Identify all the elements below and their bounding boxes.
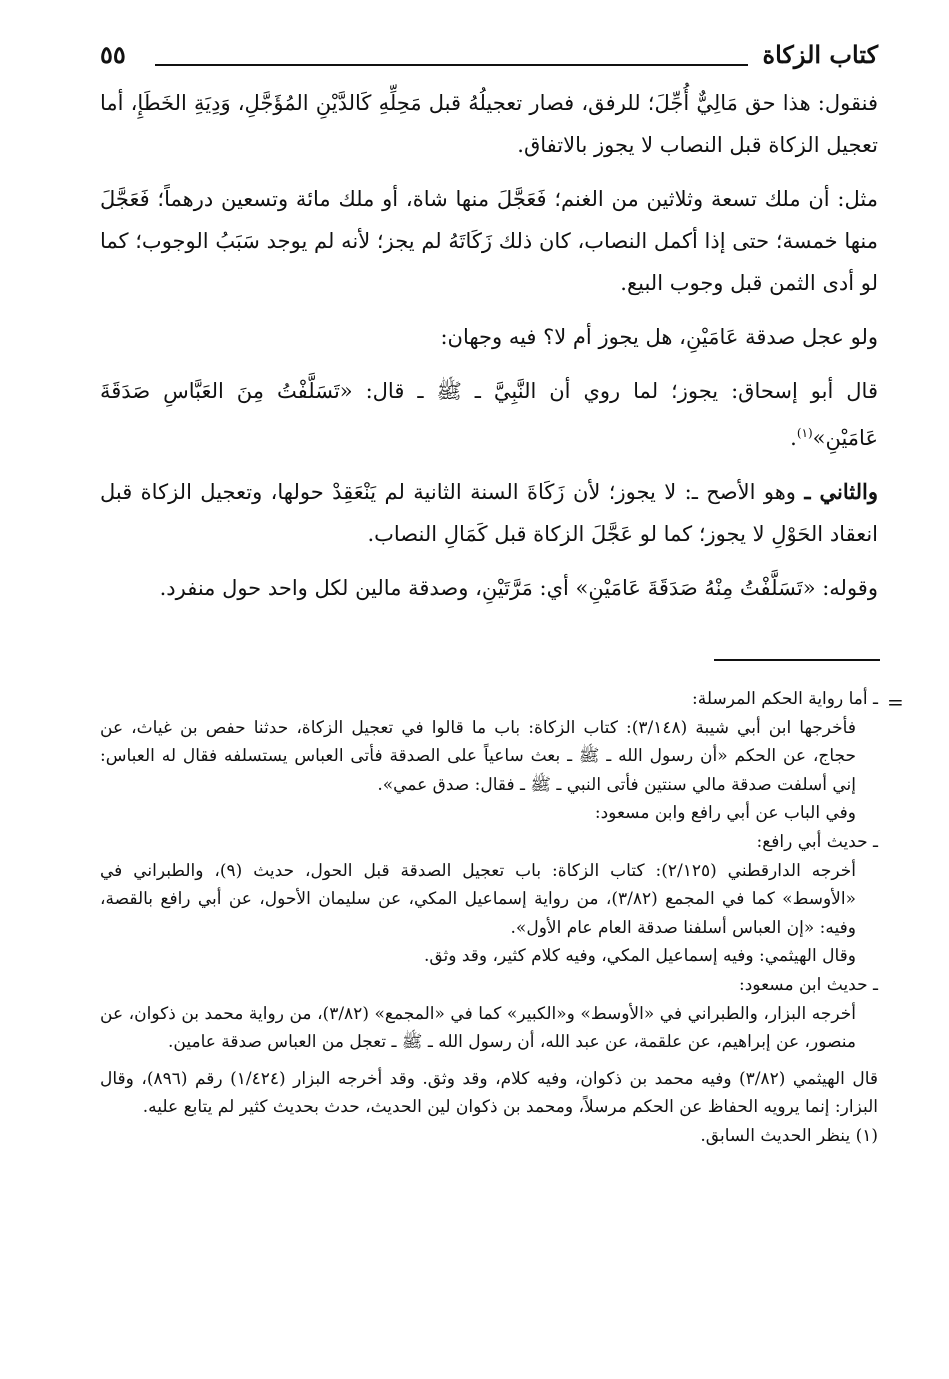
paragraph-5-lead: والثاني ـ [804,479,878,504]
footnote-line: وقال الهيثمي: وفيه إسماعيل المكي، وفيه كلام كثير، وقد وثق. [423,946,856,967]
header-rule [155,64,748,66]
continuation-mark: = [887,690,904,714]
paragraph-4-text: قال أبو إسحاق: يجوز؛ لما روي أن النَّبِيَّ ـ ﷺ ـ قال: «تَسَلَّفْتُ مِنَ العَبَّاسِ صَدَقَةَ عَامَيْنِ» [100,379,878,450]
footnote-line: قال الهيثمي (٣/٨٢) وفيه محمد بن ذكوان، وفيه كلام، وقد وثق. وقد أخرجه البزار (١/٤٢٤) رقم (٨٩٦)، وقال البزار: إنما يرويه الحفاظ عن الحكم مرسلاً، ومحمد بن ذكوان لين الحديث، حدث بحديث كثير لم يتابع عليه. [100,1068,878,1118]
footnote-line: ـ حديث أبي رافع: [756,831,878,852]
footnote-line: فأخرجها ابن أبي شيبة (٣/١٤٨): كتاب الزكاة: باب ما قالوا في تعجيل الزكاة، حدثنا حفص بن غياث، عن حجاج، عن الحكم «أن رسول الله ـ ﷺ ـ بعث ساعياً على الصدقة فأتى العباس يستسلفه فقال له العباس: إني أسلفت صدقة مالي سنتين فأتى النبي ـ ﷺ ـ فقال: صدق عمي». [100,717,856,795]
main-text [100,82,878,621]
chapter-title: كتاب الزكاة [762,40,878,69]
footnote-line: أخرجه البزار، والطبراني في «الأوسط» و«الكبير» كما في «المجمع» (٣/٨٢)، من رواية محمد بن ذكوان، عن منصور، عن إبراهيم، عن علقمة، عن عبد الله، أن رسول الله ـ ﷺ ـ تعجل من العباس صدقة عامين. [100,1003,856,1053]
page-number: ٥٥ [100,40,126,69]
footnote-line: وفي الباب عن أبي رافع وابن مسعود: [594,803,856,824]
footnote-separator [714,659,880,661]
footnote-ref-1[interactable]: (١) [796,426,813,440]
paragraph-4: قال أبو إسحاق: يجوز؛ لما روي أن النَّبِيَّ ـ ﷺ ـ قال: «تَسَلَّفْتُ مِنَ العَبَّاسِ صَدَقَةَ عَامَيْنِ»$^{(١)}$. [100,379,878,450]
running-header [100,40,878,84]
paragraph-2: مثل: أن ملك تسعة وثلاثين من الغنم؛ فَعَجَّلَ منها شاة، أو ملك مائة وتسعين درهماً؛ فَعَجَّلَ منها خمسة؛ حتى إذا أكمل النصاب، كان ذلك زَكَاتَهُ لم يجز؛ لأنه لم يوجد سَبَبُ الوجوب؛ كما لو أدى الثمن قبل وجوب البيع. [100,187,878,295]
paragraph-6: وقوله: «تَسَلَّفْتُ مِنْهُ صَدَقَةَ عَامَيْنِ» أي: مَرَّتَيْنِ، وصدقة مالين لكل واحد حول منفرد. [159,576,878,600]
footnote-line: ـ أما رواية الحكم المرسلة: [692,689,878,709]
paragraph-1: فنقول: هذا حق مَالِيٌّ أُجِّلَ؛ للرفق، فصار تعجيلُهُ قبل مَحِلِّهِ كَالدَّيْنِ المُؤَجَّلِ، وَدِيَةِ الخَطَإِ، أما تعجيل الزكاة قبل النصاب لا يجوز بالاتفاق. [100,91,878,157]
paragraph-5-text: وهو الأصح ـ: لا يجوز؛ لأن زَكَاةَ السنة الثانية لم يَنْعَقِدْ حولها، وتعجيل الزكاة قبل انعقاد الحَوْلِ لا يجوز؛ كما لو عَجَّلَ الزكاة قبل كَمَالِ النصاب. [100,480,878,546]
footnotes [100,685,878,1151]
footnote-line: (١) ينظر الحديث السابق. [700,1125,878,1146]
footnote-line: ـ حديث ابن مسعود: [739,974,878,995]
paragraph-5 [100,471,878,555]
footnote-line: أخرجه الدارقطني (٢/١٢٥): كتاب الزكاة: باب تعجيل الصدقة قبل الحول، حديث (٩)، والطبراني في «الأوسط» كما في المجمع (٣/٨٢)، من رواية إسماعيل المكي، عن سليمان الأحول، عن أبي رافع بالقصة، وفيه: «إن العباس أسلفنا صدقة العام عام الأول». [100,860,856,938]
paragraph-3: ولو عجل صدقة عَامَيْنِ، هل يجوز أم لا؟ فيه وجهان: [440,325,878,349]
